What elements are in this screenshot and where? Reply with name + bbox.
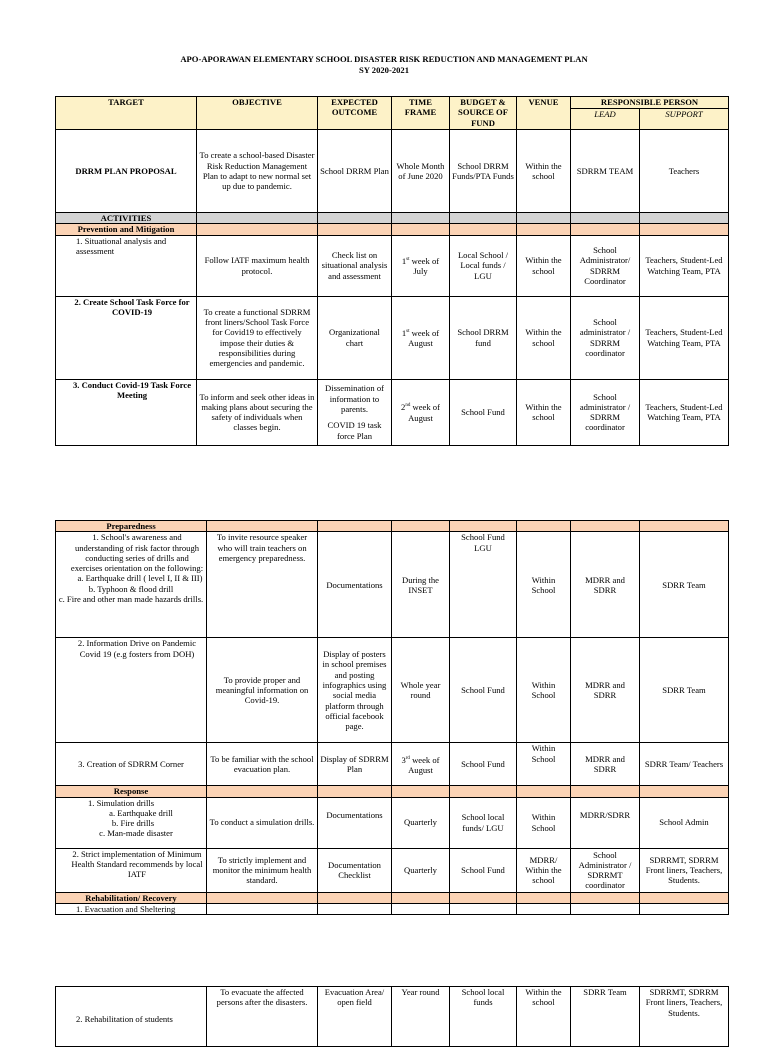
section-response (56, 786, 729, 797)
header-venue: VENUE (517, 97, 571, 130)
budget-cell: School Fund (450, 638, 517, 743)
lead-cell: SDRR Team (571, 987, 640, 1047)
budget-cell: School Fund LGU (450, 532, 517, 638)
support-cell: SDRR Team (640, 532, 729, 638)
lead-cell: School administrator / SDRRM coordinator (571, 296, 640, 379)
proposal-lead: SDRRM TEAM (571, 130, 640, 213)
support-cell: SDRRMT, SDRRM Front liners, Teachers, Students. (640, 987, 729, 1047)
preparedness-row-3 (56, 743, 729, 786)
outcome-text-a: Dissemination of information to parents. (325, 383, 384, 414)
header-lead: LEAD (571, 109, 640, 130)
support-cell: SDRR Team/ Teachers (640, 743, 729, 786)
section-rehabilitation (56, 892, 729, 903)
time-cell: Whole year round (392, 638, 450, 743)
objective-cell: To conduct a simulation drills. (207, 797, 318, 848)
time-cell: Quarterly (392, 848, 450, 892)
objective-cell: To invite resource speaker who will train teachers on emergency preparedness. (207, 532, 318, 638)
target-cell: 1. Evacuation and Sheltering (56, 903, 207, 914)
header-responsible-person: RESPONSIBLE PERSON (571, 97, 729, 109)
time-cell: Year round (392, 987, 450, 1047)
preparedness-row-1 (56, 532, 729, 638)
venue-cell: Within the school (517, 379, 571, 445)
proposal-row (56, 130, 729, 213)
target-intro: 1. School's awareness and understanding of risk factor through conducting series of drills and exercises orientation on the following: (70, 532, 204, 574)
proposal-objective: To create a school-based Disaster Risk Reduction Management Plan to adapt to new normal set up due to pandemic. (197, 130, 318, 213)
support-cell: Teachers, Student-Led Watching Team, PTA (640, 379, 729, 445)
section-activities-label: ACTIVITIES (56, 213, 197, 224)
venue-cell: MDRR/ Within the school (517, 848, 571, 892)
venue-cell: Within the school (517, 235, 571, 296)
lead-cell: School Administrator/ SDRRM Coordinator (571, 235, 640, 296)
outcome-cell: Organizational chart (318, 296, 392, 379)
target-cell (56, 797, 207, 848)
outcome-cell: Display of SDRRM Plan (318, 743, 392, 786)
target-item: c. Man-made disaster (99, 828, 173, 839)
budget-cell: Local School / Local funds / LGU (450, 235, 517, 296)
lead-cell: School administrator / SDRRM coordinator (571, 379, 640, 445)
target-cell: 1. Situational analysis and assessment (56, 235, 197, 296)
venue-cell: Within School (517, 638, 571, 743)
lead-cell: MDRR and SDRR (571, 638, 640, 743)
objective-cell: To be familiar with the school evacuation plan. (207, 743, 318, 786)
target-cell: 3. Conduct Covid-19 Task Force Meeting (56, 379, 197, 445)
budget-cell: School Fund (450, 379, 517, 445)
header-objective: OBJECTIVE (197, 97, 318, 130)
section-rehabilitation-label: Rehabilitation/ Recovery (56, 892, 207, 903)
target-item: a. Earthquake drill ( level I, II & III) (77, 573, 203, 584)
budget-cell: School DRRM fund (450, 296, 517, 379)
header-time-frame: TIME FRAME (392, 97, 450, 130)
header-target: TARGET (56, 97, 197, 130)
objective-cell: To provide proper and meaningful information on Covid-19. (207, 638, 318, 743)
page3-row-1 (56, 987, 729, 1047)
title-line-2: SY 2020-2021 (358, 65, 410, 75)
response-row-2 (56, 848, 729, 892)
rehab-row-1 (56, 903, 729, 914)
outcome-cell: Documentations (318, 532, 392, 638)
venue-cell: Within School (517, 743, 571, 786)
budget-cell: School local funds/ LGU (450, 797, 517, 848)
target-cell: 2. Create School Task Force for COVID-19 (56, 296, 197, 379)
time-cell: During the INSET (392, 532, 450, 638)
support-cell: SDRR Team (640, 638, 729, 743)
proposal-outcome: School DRRM Plan (318, 130, 392, 213)
target-item: b. Fire drills (111, 818, 155, 829)
objective-cell: To strictly implement and monitor the minimum health standard. (207, 848, 318, 892)
target-item: b. Typhoon & flood drill (88, 583, 174, 594)
title-line-1: APO-APORAWAN ELEMENTARY SCHOOL DISASTER RISK REDUCTION AND MANAGEMENT PLAN (180, 54, 588, 64)
outcome-cell (318, 379, 392, 445)
header-expected-outcome: EXPECTED OUTCOME (318, 97, 392, 130)
proposal-venue: Within the school (517, 130, 571, 213)
venue-cell: Within School (517, 532, 571, 638)
lead-cell: MDRR/SDRR (571, 797, 640, 848)
prevention-row-3 (56, 379, 729, 445)
objective-cell: To inform and seek other ideas in making plans about securing the safety of individuals when classes begin. (197, 379, 318, 445)
document-title (0, 54, 768, 76)
target-cell: 3. Creation of SDRRM Corner (56, 743, 207, 786)
proposal-time: Whole Month of June 2020 (392, 130, 450, 213)
drrm-plan-table-page2 (55, 520, 729, 915)
header-support: SUPPORT (640, 109, 729, 130)
proposal-support: Teachers (640, 130, 729, 213)
response-row-1 (56, 797, 729, 848)
target-item: a. Earthquake drill (109, 807, 173, 818)
preparedness-row-2 (56, 638, 729, 743)
drrm-plan-table-page3 (55, 986, 729, 1047)
header-budget: BUDGET & SOURCE OF FUND (450, 97, 517, 130)
section-response-label: Response (56, 786, 207, 797)
prevention-row-2 (56, 296, 729, 379)
proposal-target: DRRM PLAN PROPOSAL (56, 130, 197, 213)
target-item: c. Fire and other man made hazards drills. (58, 594, 204, 605)
proposal-budget: School DRRM Funds/PTA Funds (450, 130, 517, 213)
budget-cell: School Fund (450, 848, 517, 892)
outcome-cell: Evacuation Area/ open field (318, 987, 392, 1047)
support-cell: School Admin (640, 797, 729, 848)
objective-cell: To evacuate the affected persons after the disasters. (207, 987, 318, 1047)
target-cell: 2. Information Drive on Pandemic Covid 19 (e.g fosters from DOH) (56, 638, 207, 743)
venue-cell: Within the school (517, 296, 571, 379)
time-cell: 1st week of August (392, 296, 450, 379)
time-cell: 3rd week of August (392, 743, 450, 786)
lead-cell: MDRR and SDRR (571, 532, 640, 638)
support-cell: SDRRMT, SDRRM Front liners, Teachers, Students. (640, 848, 729, 892)
section-preparedness-label: Preparedness (56, 521, 207, 532)
drrm-plan-table-page1 (55, 96, 729, 446)
outcome-cell: Display of posters in school premises and posting infographics using social media platform through official facebook page. (318, 638, 392, 743)
support-cell: Teachers, Student-Led Watching Team, PTA (640, 296, 729, 379)
budget-cell: School Fund (450, 743, 517, 786)
time-cell: 2nd week of August (392, 379, 450, 445)
objective-cell: To create a functional SDRRM front liners/School Task Force for Covid19 to effectively impose their duties & responsibilities during emergencies and pandemic. (197, 296, 318, 379)
prevention-row-1 (56, 235, 729, 296)
section-preparedness (56, 521, 729, 532)
venue-cell: Within the school (517, 987, 571, 1047)
outcome-text-b: COVID 19 task force Plan (327, 420, 382, 441)
budget-cell: School local funds (450, 987, 517, 1047)
target-intro: 1. Simulation drills (88, 797, 155, 808)
time-cell: Quarterly (392, 797, 450, 848)
outcome-cell: Documentation Checklist (318, 848, 392, 892)
target-cell (56, 532, 207, 638)
outcome-cell: Check list on situational analysis and assessment (318, 235, 392, 296)
target-cell: 2. Strict implementation of Minimum Health Standard recommends by local IATF (56, 848, 207, 892)
lead-cell: School Administrator / SDRRMT coordinator (571, 848, 640, 892)
objective-cell: Follow IATF maximum health protocol. (197, 235, 318, 296)
support-cell: Teachers, Student-Led Watching Team, PTA (640, 235, 729, 296)
section-prevention-label: Prevention and Mitigation (56, 224, 197, 235)
time-cell: 1st week of July (392, 235, 450, 296)
section-prevention (56, 224, 729, 235)
target-cell: 2. Rehabilitation of students (56, 987, 207, 1047)
venue-cell: Within School (517, 797, 571, 848)
outcome-cell: Documentations (318, 797, 392, 848)
section-activities (56, 213, 729, 224)
lead-cell: MDRR and SDRR (571, 743, 640, 786)
